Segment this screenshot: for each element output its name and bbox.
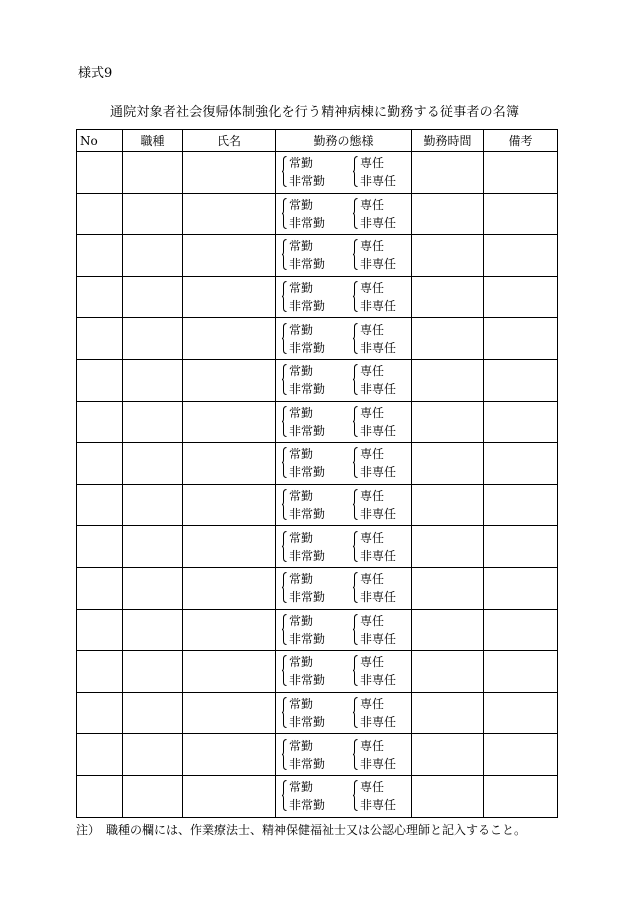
option-dedicated[interactable]: 専任	[360, 322, 385, 337]
option-dedicated[interactable]: 専任	[360, 697, 385, 712]
table-row	[77, 235, 558, 277]
left-brace-icon	[282, 364, 287, 395]
option-non-dedicated[interactable]: 非専任	[360, 631, 397, 646]
cell-work-form	[276, 609, 412, 651]
option-part-time[interactable]: 非常勤	[289, 382, 326, 397]
cell-job-type[interactable]	[123, 401, 183, 443]
left-brace-icon	[282, 780, 287, 811]
cell-work-hours[interactable]	[412, 443, 484, 485]
cell-work-form	[276, 318, 412, 360]
cell-work-hours[interactable]	[412, 193, 484, 235]
cell-job-type[interactable]	[123, 152, 183, 194]
cell-job-type[interactable]	[123, 276, 183, 318]
left-brace-icon	[353, 655, 358, 686]
cell-job-type[interactable]	[123, 526, 183, 568]
cell-work-hours[interactable]	[412, 775, 484, 817]
option-dedicated[interactable]: 専任	[360, 572, 385, 587]
cell-remarks[interactable]	[484, 276, 558, 318]
option-part-time[interactable]: 非常勤	[289, 590, 326, 605]
option-dedicated[interactable]: 専任	[360, 239, 385, 254]
cell-job-type[interactable]	[123, 318, 183, 360]
cell-name[interactable]	[183, 276, 276, 318]
cell-work-form	[276, 193, 412, 235]
option-non-dedicated[interactable]: 非専任	[360, 382, 397, 397]
option-dedicated[interactable]: 専任	[360, 738, 385, 753]
option-full-time[interactable]: 常勤	[289, 405, 314, 420]
cell-work-hours[interactable]	[412, 401, 484, 443]
header-name: 氏名	[183, 130, 276, 152]
header-job-type: 職種	[123, 130, 183, 152]
cell-work-hours[interactable]	[412, 609, 484, 651]
cell-no[interactable]	[77, 734, 123, 776]
option-full-time[interactable]: 常勤	[289, 613, 314, 628]
cell-name[interactable]	[183, 401, 276, 443]
option-non-dedicated[interactable]: 非専任	[360, 798, 397, 813]
table-row	[77, 152, 558, 194]
cell-job-type[interactable]	[123, 443, 183, 485]
left-brace-icon	[353, 198, 358, 229]
option-dedicated[interactable]: 専任	[360, 530, 385, 545]
cell-name[interactable]	[183, 526, 276, 568]
left-brace-icon	[353, 614, 358, 645]
form-number: 様式9	[78, 66, 113, 81]
cell-name[interactable]	[183, 484, 276, 526]
cell-no[interactable]	[77, 567, 123, 609]
cell-work-hours[interactable]	[412, 235, 484, 277]
cell-work-hours[interactable]	[412, 692, 484, 734]
cell-no[interactable]	[77, 484, 123, 526]
cell-remarks[interactable]	[484, 235, 558, 277]
option-non-dedicated[interactable]: 非専任	[360, 548, 397, 563]
cell-job-type[interactable]	[123, 609, 183, 651]
option-part-time[interactable]: 非常勤	[289, 507, 326, 522]
left-brace-icon	[282, 572, 287, 603]
left-brace-icon	[353, 406, 358, 437]
option-non-dedicated[interactable]: 非専任	[360, 673, 397, 688]
option-dedicated[interactable]: 専任	[360, 281, 385, 296]
table-row	[77, 443, 558, 485]
option-non-dedicated[interactable]: 非専任	[360, 423, 397, 438]
option-non-dedicated[interactable]: 非専任	[360, 340, 397, 355]
left-brace-icon	[282, 239, 287, 270]
left-brace-icon	[282, 281, 287, 312]
option-dedicated[interactable]: 専任	[360, 780, 385, 795]
left-brace-icon	[353, 447, 358, 478]
left-brace-icon	[282, 655, 287, 686]
left-brace-icon	[353, 323, 358, 354]
footnote: 注） 職種の欄には、作業療法士、精神保健福祉士又は公認心理師と記入すること。	[76, 823, 527, 837]
cell-name[interactable]	[183, 193, 276, 235]
option-full-time[interactable]: 常勤	[289, 281, 314, 296]
option-non-dedicated[interactable]: 非専任	[360, 257, 397, 272]
option-part-time[interactable]: 非常勤	[289, 299, 326, 314]
document-title: 通院対象者社会復帰体制強化を行う精神病棟に勤務する従事者の名簿	[110, 105, 520, 120]
left-brace-icon	[282, 198, 287, 229]
left-brace-icon	[353, 156, 358, 187]
cell-job-type[interactable]	[123, 734, 183, 776]
cell-job-type[interactable]	[123, 193, 183, 235]
cell-work-form	[276, 692, 412, 734]
option-non-dedicated[interactable]: 非専任	[360, 465, 397, 480]
left-brace-icon	[282, 323, 287, 354]
option-non-dedicated[interactable]: 非専任	[360, 715, 397, 730]
option-dedicated[interactable]: 専任	[360, 197, 385, 212]
left-brace-icon	[282, 156, 287, 187]
option-full-time[interactable]: 常勤	[289, 239, 314, 254]
cell-no[interactable]	[77, 359, 123, 401]
left-brace-icon	[282, 406, 287, 437]
cell-work-hours[interactable]	[412, 567, 484, 609]
option-part-time[interactable]: 非常勤	[289, 798, 326, 813]
cell-job-type[interactable]	[123, 692, 183, 734]
cell-no[interactable]	[77, 651, 123, 693]
cell-name[interactable]	[183, 692, 276, 734]
option-part-time[interactable]: 非常勤	[289, 257, 326, 272]
cell-job-type[interactable]	[123, 567, 183, 609]
table-body	[77, 152, 558, 818]
table-row	[77, 318, 558, 360]
cell-remarks[interactable]	[484, 359, 558, 401]
left-brace-icon	[282, 531, 287, 562]
option-part-time[interactable]: 非常勤	[289, 215, 326, 230]
cell-name[interactable]	[183, 734, 276, 776]
cell-remarks[interactable]	[484, 401, 558, 443]
cell-work-hours[interactable]	[412, 651, 484, 693]
cell-remarks[interactable]	[484, 443, 558, 485]
left-brace-icon	[353, 239, 358, 270]
option-part-time[interactable]: 非常勤	[289, 631, 326, 646]
cell-job-type[interactable]	[123, 359, 183, 401]
table-row	[77, 401, 558, 443]
option-full-time[interactable]: 常勤	[289, 697, 314, 712]
cell-no[interactable]	[77, 692, 123, 734]
left-brace-icon	[282, 489, 287, 520]
option-non-dedicated[interactable]: 非専任	[360, 756, 397, 771]
cell-remarks[interactable]	[484, 526, 558, 568]
cell-work-form	[276, 235, 412, 277]
option-full-time[interactable]: 常勤	[289, 322, 314, 337]
cell-remarks[interactable]	[484, 609, 558, 651]
cell-remarks[interactable]	[484, 152, 558, 194]
cell-no[interactable]	[77, 152, 123, 194]
cell-remarks[interactable]	[484, 567, 558, 609]
cell-work-hours[interactable]	[412, 526, 484, 568]
cell-name[interactable]	[183, 235, 276, 277]
option-part-time[interactable]: 非常勤	[289, 340, 326, 355]
cell-no[interactable]	[77, 276, 123, 318]
option-full-time[interactable]: 常勤	[289, 530, 314, 545]
cell-work-form	[276, 443, 412, 485]
cell-work-hours[interactable]	[412, 276, 484, 318]
table-row	[77, 567, 558, 609]
left-brace-icon	[353, 489, 358, 520]
cell-work-form	[276, 651, 412, 693]
left-brace-icon	[353, 739, 358, 770]
left-brace-icon	[353, 572, 358, 603]
cell-job-type[interactable]	[123, 235, 183, 277]
cell-remarks[interactable]	[484, 193, 558, 235]
cell-work-hours[interactable]	[412, 734, 484, 776]
left-brace-icon	[353, 364, 358, 395]
cell-job-type[interactable]	[123, 775, 183, 817]
option-dedicated[interactable]: 専任	[360, 405, 385, 420]
header-remarks: 備考	[484, 130, 558, 152]
option-part-time[interactable]: 非常勤	[289, 715, 326, 730]
cell-name[interactable]	[183, 318, 276, 360]
option-dedicated[interactable]: 専任	[360, 156, 385, 171]
cell-work-form	[276, 359, 412, 401]
option-full-time[interactable]: 常勤	[289, 572, 314, 587]
cell-no[interactable]	[77, 318, 123, 360]
left-brace-icon	[353, 780, 358, 811]
cell-work-form	[276, 567, 412, 609]
option-dedicated[interactable]: 専任	[360, 613, 385, 628]
cell-work-form	[276, 401, 412, 443]
cell-job-type[interactable]	[123, 651, 183, 693]
header-no: No	[77, 130, 123, 152]
cell-work-form	[276, 276, 412, 318]
option-part-time[interactable]: 非常勤	[289, 673, 326, 688]
option-non-dedicated[interactable]: 非専任	[360, 299, 397, 314]
option-part-time[interactable]: 非常勤	[289, 548, 326, 563]
cell-no[interactable]	[77, 526, 123, 568]
cell-no[interactable]	[77, 193, 123, 235]
table-row	[77, 484, 558, 526]
cell-name[interactable]	[183, 359, 276, 401]
table-row	[77, 276, 558, 318]
cell-work-hours[interactable]	[412, 152, 484, 194]
option-dedicated[interactable]: 専任	[360, 364, 385, 379]
table-row	[77, 359, 558, 401]
option-non-dedicated[interactable]: 非専任	[360, 590, 397, 605]
cell-remarks[interactable]	[484, 775, 558, 817]
option-full-time[interactable]: 常勤	[289, 738, 314, 753]
left-brace-icon	[353, 697, 358, 728]
cell-remarks[interactable]	[484, 484, 558, 526]
option-full-time[interactable]: 常勤	[289, 780, 314, 795]
header-work-hours: 勤務時間	[412, 130, 484, 152]
left-brace-icon	[282, 614, 287, 645]
table-row	[77, 692, 558, 734]
option-full-time[interactable]: 常勤	[289, 156, 314, 171]
cell-name[interactable]	[183, 775, 276, 817]
cell-job-type[interactable]	[123, 484, 183, 526]
option-part-time[interactable]: 非常勤	[289, 465, 326, 480]
cell-remarks[interactable]	[484, 651, 558, 693]
staff-roster-table	[76, 129, 558, 818]
cell-no[interactable]	[77, 401, 123, 443]
cell-remarks[interactable]	[484, 734, 558, 776]
option-full-time[interactable]: 常勤	[289, 364, 314, 379]
cell-name[interactable]	[183, 567, 276, 609]
left-brace-icon	[353, 281, 358, 312]
option-full-time[interactable]: 常勤	[289, 489, 314, 504]
cell-work-form	[276, 526, 412, 568]
cell-work-form	[276, 152, 412, 194]
table-row	[77, 734, 558, 776]
cell-work-form	[276, 734, 412, 776]
cell-work-form	[276, 484, 412, 526]
cell-name[interactable]	[183, 152, 276, 194]
table-row	[77, 526, 558, 568]
cell-no[interactable]	[77, 443, 123, 485]
cell-work-hours[interactable]	[412, 484, 484, 526]
cell-no[interactable]	[77, 775, 123, 817]
table-row	[77, 775, 558, 817]
table-row	[77, 193, 558, 235]
option-dedicated[interactable]: 専任	[360, 447, 385, 462]
header-work-form: 勤務の態様	[276, 130, 412, 152]
table-row	[77, 651, 558, 693]
option-dedicated[interactable]: 専任	[360, 489, 385, 504]
left-brace-icon	[353, 531, 358, 562]
left-brace-icon	[282, 697, 287, 728]
option-non-dedicated[interactable]: 非専任	[360, 215, 397, 230]
left-brace-icon	[282, 447, 287, 478]
table-header-row	[77, 130, 558, 152]
cell-no[interactable]	[77, 609, 123, 651]
option-non-dedicated[interactable]: 非専任	[360, 507, 397, 522]
cell-work-hours[interactable]	[412, 359, 484, 401]
cell-name[interactable]	[183, 651, 276, 693]
option-full-time[interactable]: 常勤	[289, 447, 314, 462]
option-dedicated[interactable]: 専任	[360, 655, 385, 670]
left-brace-icon	[282, 739, 287, 770]
cell-name[interactable]	[183, 609, 276, 651]
cell-remarks[interactable]	[484, 692, 558, 734]
option-full-time[interactable]: 常勤	[289, 655, 314, 670]
cell-remarks[interactable]	[484, 318, 558, 360]
option-part-time[interactable]: 非常勤	[289, 423, 326, 438]
cell-name[interactable]	[183, 443, 276, 485]
cell-work-hours[interactable]	[412, 318, 484, 360]
option-part-time[interactable]: 非常勤	[289, 174, 326, 189]
cell-no[interactable]	[77, 235, 123, 277]
option-full-time[interactable]: 常勤	[289, 197, 314, 212]
option-non-dedicated[interactable]: 非専任	[360, 174, 397, 189]
option-part-time[interactable]: 非常勤	[289, 756, 326, 771]
table-row	[77, 609, 558, 651]
cell-work-form	[276, 775, 412, 817]
